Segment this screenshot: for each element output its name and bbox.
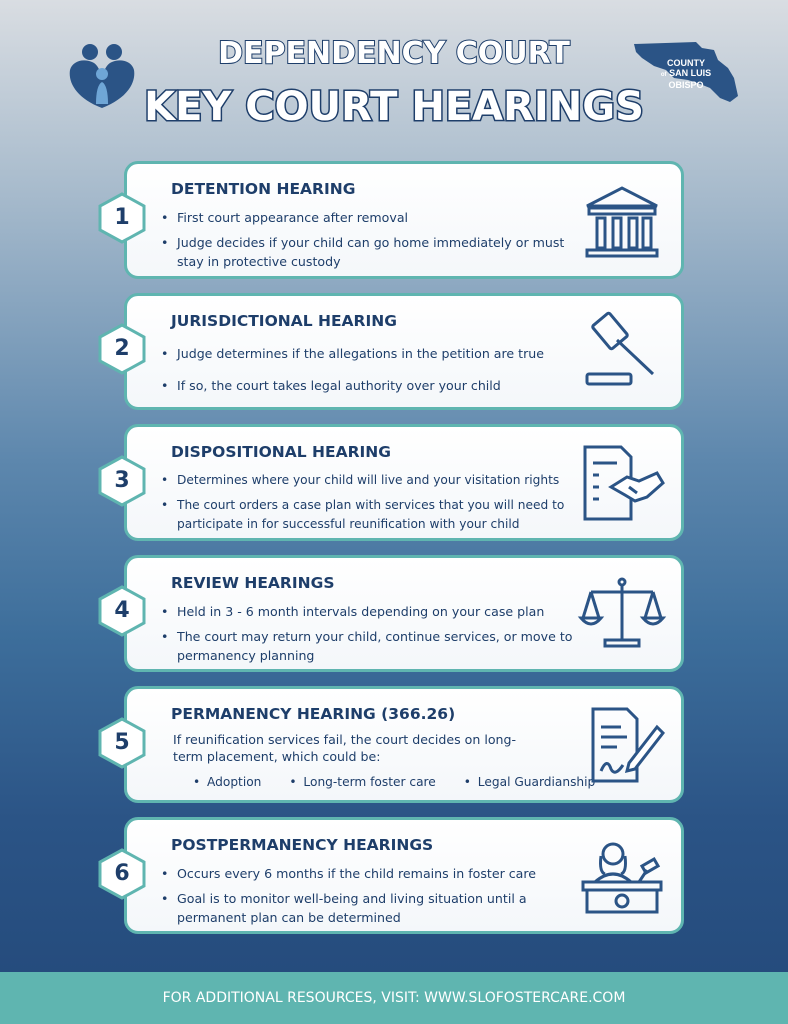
hearing-title: JURISDICTIONAL HEARING bbox=[171, 312, 397, 330]
hearing-title: REVIEW HEARINGS bbox=[171, 574, 335, 592]
hearing-bullets bbox=[157, 208, 577, 277]
hearing-number: 6 bbox=[114, 861, 130, 886]
bullet-item: • Judge determines if the allegations in the petition are true bbox=[157, 344, 577, 363]
footer bbox=[0, 972, 788, 1024]
signed-document-icon bbox=[577, 705, 667, 785]
county-logo-line1: COUNTY bbox=[667, 58, 705, 68]
hearing-number-badge-1 bbox=[98, 192, 146, 244]
contract-handshake-icon bbox=[577, 443, 667, 523]
hearing-number-badge-2 bbox=[98, 323, 146, 375]
hearing-bullets bbox=[157, 344, 577, 401]
header bbox=[0, 0, 788, 150]
bullet-item: • The court orders a case plan with services that you will need to participate in for successful reunification with your child bbox=[157, 496, 597, 534]
bullet-item: • If so, the court takes legal authority over your child bbox=[157, 376, 577, 395]
placement-options bbox=[193, 775, 595, 789]
hearing-title: DISPOSITIONAL HEARING bbox=[171, 443, 391, 461]
bullet-item: • Determines where your child will live and your visitation rights bbox=[157, 471, 597, 490]
hearing-card-1 bbox=[124, 161, 684, 279]
hearing-bullets bbox=[157, 864, 577, 933]
hearing-title: DETENTION HEARING bbox=[171, 180, 356, 198]
judge-icon bbox=[577, 836, 667, 916]
hearing-paragraph: If reunification services fail, the court decides on long-term placement, which could be: bbox=[173, 732, 517, 764]
hearing-card-3 bbox=[124, 424, 684, 541]
hearing-card-6 bbox=[124, 817, 684, 934]
footer-resources-link[interactable]: FOR ADDITIONAL RESOURCES, VISIT: WWW.SLOFOSTERCARE.COM bbox=[162, 990, 626, 1006]
hearing-number: 5 bbox=[114, 730, 130, 755]
hearing-card-5 bbox=[124, 686, 684, 803]
option-item: • Long-term foster care bbox=[289, 775, 435, 789]
hearing-number-badge-3 bbox=[98, 455, 146, 507]
bullet-item: • Held in 3 - 6 month intervals depending on your case plan bbox=[157, 602, 597, 621]
county-logo-line3: OBISPO bbox=[668, 80, 704, 90]
option-item: • Legal Guardianship bbox=[464, 775, 595, 789]
hearing-number: 1 bbox=[114, 205, 130, 230]
hearing-bullets bbox=[157, 602, 597, 671]
hearing-card-2 bbox=[124, 293, 684, 410]
bullet-item: • First court appearance after removal bbox=[157, 208, 577, 227]
gavel-icon bbox=[577, 310, 667, 390]
hearing-number-badge-5 bbox=[98, 717, 146, 769]
page-title: KEY COURT HEARINGS bbox=[144, 84, 644, 130]
county-logo-line2-wrap bbox=[651, 68, 721, 80]
bullet-item: • Judge decides if your child can go home immediately or must stay in protective custody bbox=[157, 233, 577, 271]
county-logo-line2: SAN LUIS bbox=[669, 68, 712, 78]
option-item: • Adoption bbox=[193, 775, 261, 789]
subtitle: DEPENDENCY COURT bbox=[218, 36, 570, 71]
hearing-bullets bbox=[157, 471, 597, 540]
hearing-title: POSTPERMANENCY HEARINGS bbox=[171, 836, 434, 854]
county-logo-text bbox=[651, 58, 721, 90]
hearing-number: 2 bbox=[114, 336, 130, 361]
scales-icon bbox=[577, 574, 667, 654]
hearing-number: 3 bbox=[114, 468, 130, 493]
hearing-number: 4 bbox=[114, 598, 130, 623]
bullet-item: • Goal is to monitor well-being and living situation until a permanent plan can be determined bbox=[157, 889, 577, 927]
hearing-number-badge-6 bbox=[98, 848, 146, 900]
county-logo-of: of bbox=[660, 72, 667, 78]
bullet-item: • Occurs every 6 months if the child remains in foster care bbox=[157, 864, 577, 883]
hearing-number-badge-4 bbox=[98, 585, 146, 637]
hearing-title: PERMANENCY HEARING (366.26) bbox=[171, 705, 456, 723]
courthouse-icon bbox=[577, 182, 667, 262]
bullet-item: • The court may return your child, continue services, or move to permanency planning bbox=[157, 627, 597, 665]
hearing-card-4 bbox=[124, 555, 684, 672]
